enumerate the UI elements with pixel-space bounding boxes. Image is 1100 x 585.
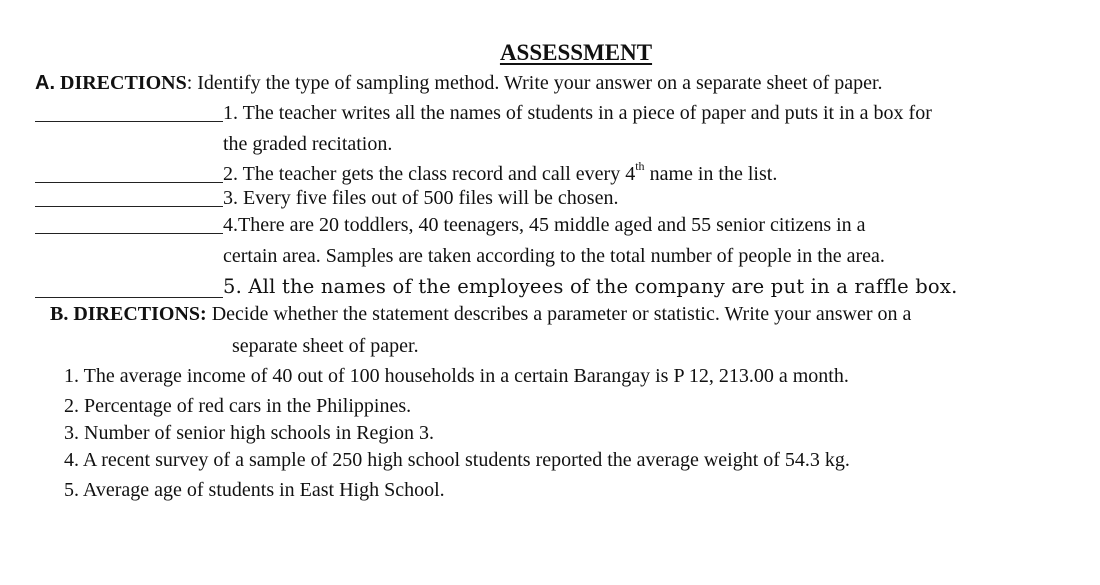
answer-blank-a2[interactable] xyxy=(35,182,223,183)
section-b-directions xyxy=(50,302,911,326)
answer-blank-a3[interactable] xyxy=(35,206,223,207)
section-a-item-4: 4.There are 20 toddlers, 40 teenagers, 45 middle aged and 55 senior citizens in a xyxy=(223,214,866,236)
ordinal-superscript: th xyxy=(635,159,645,174)
section-a-item-3: 3. Every five files out of 500 files will be chosen. xyxy=(223,187,619,209)
section-b-directions-label: B. DIRECTIONS: xyxy=(50,303,207,325)
answer-blank-a1[interactable] xyxy=(35,121,223,122)
section-a-directions-label: DIRECTIONS xyxy=(60,72,187,94)
section-a-item-1: 1. The teacher writes all the names of students in a piece of paper and puts it in a box for xyxy=(223,102,932,124)
section-b-item-1: 1. The average income of 40 out of 100 households in a certain Barangay is P 12, 213.00 a month. xyxy=(64,365,849,387)
section-b-directions-text: Decide whether the statement describes a parameter or statistic. Write your answer on a xyxy=(206,303,912,325)
section-a-item-4-cont: certain area. Samples are taken according to the total number of people in the area. xyxy=(223,245,885,267)
section-a-item-2-text-end: name in the list. xyxy=(644,163,778,185)
section-a-item-5: 5. All the names of the employees of the company are put in a raffle box. xyxy=(223,275,958,298)
section-b-directions-cont: separate sheet of paper. xyxy=(232,335,419,357)
section-a-item-1-cont: the graded recitation. xyxy=(223,133,393,155)
answer-blank-a4[interactable] xyxy=(35,233,223,234)
section-b-item-3: 3. Number of senior high schools in Region 3. xyxy=(64,422,434,444)
section-a-item-2-text: 2. The teacher gets the class record and call every 4 xyxy=(223,163,636,185)
section-a-label: A. xyxy=(35,72,55,94)
page-title: ASSESSMENT xyxy=(499,40,653,65)
answer-blank-a5[interactable] xyxy=(35,297,223,298)
section-a-item-2 xyxy=(223,159,778,186)
section-a-directions xyxy=(35,71,883,95)
section-b-item-4: 4. A recent survey of a sample of 250 high school students reported the average weight of 54.3 kg. xyxy=(64,449,850,471)
section-a-directions-text: : Identify the type of sampling method. Write your answer on a separate sheet of paper. xyxy=(186,72,883,94)
section-b-item-2: 2. Percentage of red cars in the Philippines. xyxy=(64,395,412,417)
section-b-item-5: 5. Average age of students in East High School. xyxy=(64,479,445,501)
